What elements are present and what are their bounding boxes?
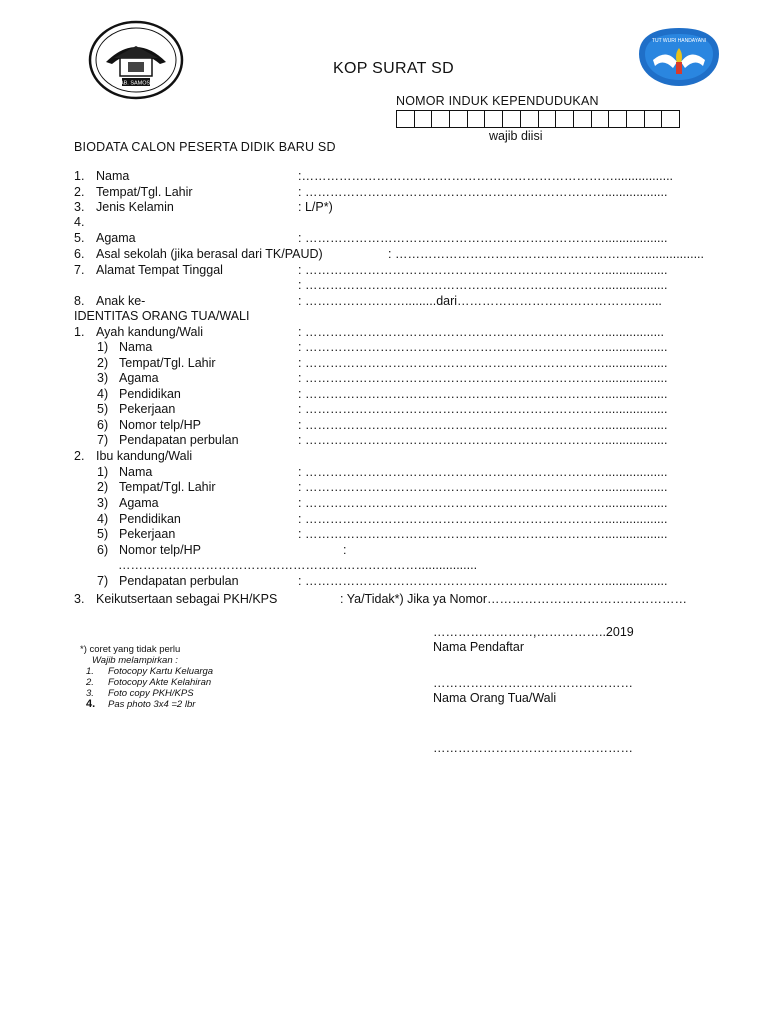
- father-field-label: 5) Pekerjaan: [97, 402, 176, 416]
- mother-field-label: 4) Pendidikan: [97, 512, 181, 526]
- nik-input-boxes[interactable]: [396, 110, 680, 128]
- applicant-signature-line[interactable]: …………………………………………: [433, 676, 633, 690]
- student-field-label: [74, 278, 96, 293]
- mother-field-input[interactable]: : ………………………………………………………………..................: [298, 527, 668, 541]
- attachment-item: 1. Fotocopy Kartu Keluarga: [86, 666, 214, 677]
- sign-date[interactable]: ……………………,……………..2019: [433, 625, 634, 639]
- form-heading: BIODATA CALON PESERTA DIDIK BARU SD: [74, 140, 336, 154]
- attachment-heading: Wajib melampirkan :: [92, 655, 178, 666]
- page-title: KOP SURAT SD: [333, 60, 454, 77]
- nik-digit-cell[interactable]: [556, 111, 574, 127]
- pkh-label: 3. Keikutsertaan sebagai PKH/KPS: [74, 592, 278, 606]
- mother-field-label: 2) Tempat/Tgl. Lahir: [97, 480, 216, 494]
- nik-digit-cell[interactable]: [645, 111, 663, 127]
- nik-digit-cell[interactable]: [592, 111, 610, 127]
- father-field-label: 7) Pendapatan perbulan: [97, 433, 239, 447]
- nik-digit-cell[interactable]: [415, 111, 433, 127]
- mother-field-label: 7) Pendapatan perbulan: [97, 574, 239, 588]
- father-field-label: 6) Nomor telp/HP: [97, 418, 201, 432]
- father-field-input[interactable]: : ………………………………………………………………..................: [298, 387, 668, 401]
- nik-digit-cell[interactable]: [539, 111, 557, 127]
- footnote-coret: *) coret yang tidak perlu: [80, 644, 181, 655]
- student-field-label: 1. Nama: [74, 169, 130, 183]
- student-field-input[interactable]: : L/P*): [298, 200, 333, 214]
- student-field-label: 8. Anak ke-: [74, 294, 146, 308]
- parent-section-heading: IDENTITAS ORANG TUA/WALI: [74, 309, 250, 323]
- nik-digit-cell[interactable]: [503, 111, 521, 127]
- mother-title: 2. Ibu kandung/Wali: [74, 449, 193, 463]
- student-field-label: 5. Agama: [74, 231, 136, 245]
- nik-digit-cell[interactable]: [662, 111, 679, 127]
- nik-digit-cell[interactable]: [432, 111, 450, 127]
- mother-field-input[interactable]: : ………………………………………………………………..................: [298, 574, 668, 588]
- applicant-name-label: Nama Pendaftar: [433, 640, 525, 654]
- nik-digit-cell[interactable]: [485, 111, 503, 127]
- student-field-input[interactable]: : ………………………………………………………………..................: [298, 278, 668, 292]
- student-field-label: 7. Alamat Tempat Tinggal: [74, 263, 223, 277]
- nik-label: NOMOR INDUK KEPENDUDUKAN: [396, 94, 599, 108]
- student-field-label: 6. Asal sekolah (jika berasal dari TK/PAUD): [74, 247, 323, 261]
- student-field-label: 3. Jenis Kelamin: [74, 200, 174, 214]
- student-field-input[interactable]: :………………………………………………………………….................: [298, 169, 674, 183]
- mother-field-label: 5) Pekerjaan: [97, 527, 176, 541]
- mother-field-label: 1) Nama: [97, 465, 153, 479]
- mother-field-input[interactable]: : ………………………………………………………………..................: [298, 496, 668, 510]
- student-field-input[interactable]: : ………………………………………………………………..................: [298, 185, 668, 199]
- parent-name-label: Nama Orang Tua/Wali: [433, 691, 557, 705]
- mother-field-input[interactable]: : ………………………………………………………………..................: [298, 480, 668, 494]
- svg-text:TUT WURI HANDAYANI: TUT WURI HANDAYANI: [651, 38, 707, 44]
- father-field-input[interactable]: : ………………………………………………………………..................: [298, 433, 668, 447]
- student-field-input[interactable]: : ………………………………………………………………..................: [298, 263, 668, 277]
- nik-digit-cell[interactable]: [627, 111, 645, 127]
- student-field-input[interactable]: : ………………………………………………………………..................: [298, 231, 668, 245]
- svg-text:KAB. SAMOSIR: KAB. SAMOSIR: [116, 80, 156, 87]
- nik-note: wajib diisi: [489, 129, 543, 143]
- student-field-label: 4.: [74, 215, 85, 229]
- father-field-input[interactable]: : ………………………………………………………………..................: [298, 371, 668, 385]
- regency-logo: [84, 18, 188, 102]
- father-field-input[interactable]: : ………………………………………………………………..................: [298, 418, 668, 432]
- pkh-fill[interactable]: : Ya/Tidak*) Jika ya Nomor…………………………………………: [340, 592, 688, 606]
- nik-digit-cell[interactable]: [468, 111, 486, 127]
- mother-field-input[interactable]: : ………………………………………………………………..................: [298, 512, 668, 526]
- nik-digit-cell[interactable]: [450, 111, 468, 127]
- nik-digit-cell[interactable]: [397, 111, 415, 127]
- tut-wuri-handayani-logo: [637, 26, 721, 88]
- parent-signature-line[interactable]: …………………………………………: [433, 741, 633, 755]
- mother-field-label: 3) Agama: [97, 496, 159, 510]
- nik-digit-cell[interactable]: [609, 111, 627, 127]
- attachment-item: 2. Fotocopy Akte Kelahiran: [86, 677, 212, 688]
- mother-field-input[interactable]: : ………………………………………………………………..................: [298, 465, 668, 479]
- father-field-label: 1) Nama: [97, 340, 153, 354]
- student-field-input[interactable]: : …………………………………………………….................: [388, 247, 704, 261]
- father-field-label: 4) Pendidikan: [97, 387, 181, 401]
- father-field-label: 2) Tempat/Tgl. Lahir: [97, 356, 216, 370]
- attachment-item: 3. Foto copy PKH/KPS: [86, 688, 194, 699]
- mother-field-label: 6) Nomor telp/HP: [97, 543, 201, 557]
- father-field-label: 3) Agama: [97, 371, 159, 385]
- father-field-input[interactable]: : ………………………………………………………………..................: [298, 356, 668, 370]
- mother-field-label: [97, 558, 119, 573]
- nik-digit-cell[interactable]: [521, 111, 539, 127]
- father-field-input[interactable]: : ………………………………………………………………..................: [298, 340, 668, 354]
- attachment-item: 4. Pas photo 3x4 =2 lbr: [86, 698, 196, 710]
- father-title: 1. Ayah kandung/Wali: [74, 325, 204, 339]
- student-field-input[interactable]: : …………………….........dari…………………………………….…....: [298, 294, 662, 308]
- mother-field-input[interactable]: ……………………………………………………………….................: [118, 558, 478, 572]
- nik-digit-cell[interactable]: [574, 111, 592, 127]
- father-field-input[interactable]: : ………………………………………………………………..................: [298, 402, 668, 416]
- father-title-fill[interactable]: : ……………………………………………………………….................: [298, 325, 664, 339]
- mother-field-input[interactable]: :: [343, 543, 347, 557]
- student-field-label: 2. Tempat/Tgl. Lahir: [74, 185, 193, 199]
